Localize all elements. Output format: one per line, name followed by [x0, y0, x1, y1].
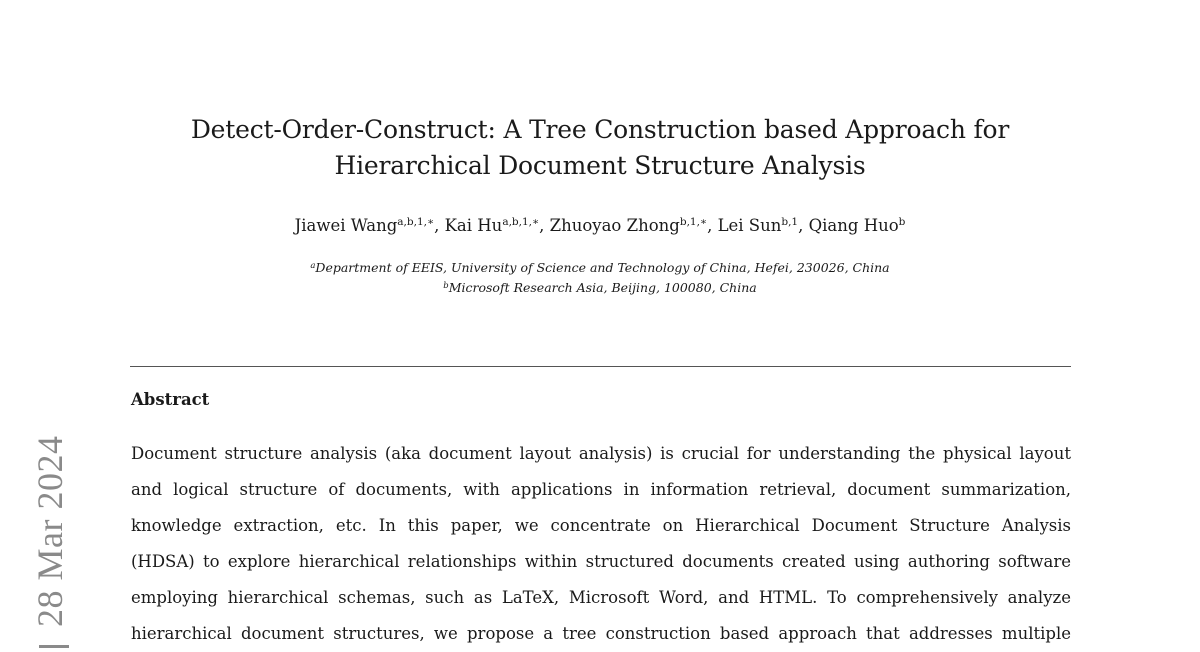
author-list	[130, 214, 1070, 238]
author-affiliation-marks: b,1	[781, 216, 799, 228]
title-line: Hierarchical Document Structure Analysis	[334, 151, 866, 180]
abstract-line: hierarchical document structures, we propose a tree construction based approach that addresses multiple	[131, 624, 1071, 643]
author: Jiawei Wang$^{a,b,1,∗}$,	[294, 216, 445, 235]
author: Zhuoyao Zhong$^{b,1,∗}$,	[549, 216, 718, 235]
affiliation-mark: b	[443, 281, 449, 291]
affiliation: $^a$Department of EEIS, University of Science and Technology of China, Hefei, 230026, China	[310, 260, 890, 275]
author: Lei Sun$^{b,1}$,	[717, 216, 809, 235]
abstract-line: Document structure analysis (aka document layout analysis) is crucial for understanding the physical layout	[131, 444, 1071, 463]
title-line: Detect-Order-Construct: A Tree Construction based Approach for	[190, 115, 1010, 144]
author-affiliation-marks: b	[898, 216, 906, 228]
abstract-line: (HDSA) to explore hierarchical relationships within structured documents created using authoring software	[131, 552, 1071, 571]
abstract-text	[131, 436, 1071, 652]
author-affiliation-marks: b,1,∗	[679, 216, 708, 228]
author: Qiang Huo$^b$	[808, 216, 906, 235]
paper-title	[130, 112, 1070, 184]
affiliation-list	[130, 258, 1070, 298]
author: Kai $Hu^{a,b,1,∗}$,	[444, 216, 550, 235]
author-affiliation-marks: a,b,1,∗	[502, 216, 540, 228]
abstract-line: and logical structure of documents, with applications in information retrieval, document summarization,	[131, 480, 1071, 499]
arxiv-date: 28 Mar 2024	[30, 435, 70, 627]
affiliation-mark: a	[310, 261, 316, 271]
header-divider	[130, 366, 1071, 367]
author-affiliation-marks: a,b,1,∗	[397, 216, 435, 228]
abstract-heading: Abstract	[131, 390, 210, 409]
arxiv-stamp	[28, 436, 72, 648]
abstract-line: employing hierarchical schemas, such as LaTeX, Microsoft Word, and HTML. To comprehensively analyze	[131, 588, 1071, 607]
abstract-line: knowledge extraction, etc. In this paper, we concentrate on Hierarchical Document Structure Analysis	[131, 516, 1071, 535]
affiliation: $^b$Microsoft Research Asia, Beijing, 100080, China	[443, 280, 757, 295]
